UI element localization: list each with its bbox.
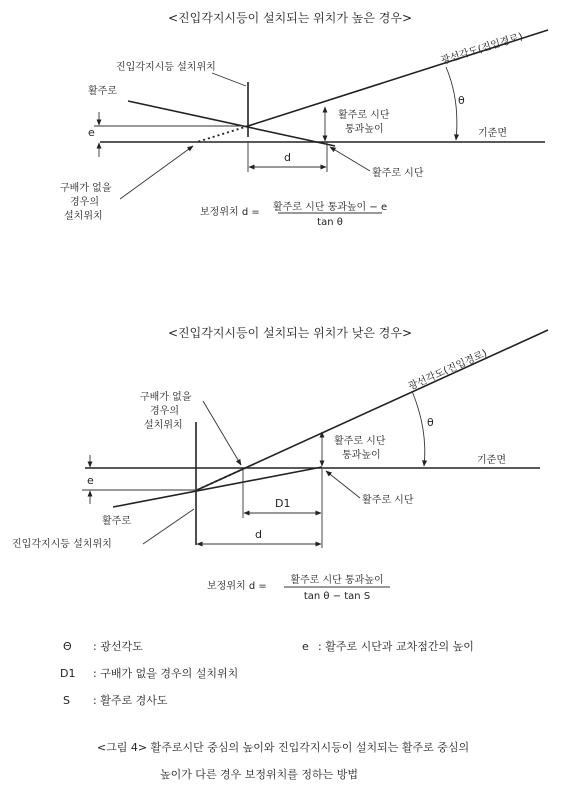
bottom-e-symbol: e [87,474,94,487]
bottom-runway-label: 활주로 [102,516,131,527]
top-theta-symbol: θ [458,94,465,107]
bottom-datum-label: 기준면 [477,455,506,466]
top-threshold-label: 활주로 시단 [372,168,424,179]
bottom-no-slope-label-2: 경우의 [150,406,179,417]
legend-theta-symbol: Θ [63,640,72,653]
legend-e-symbol: e [302,640,309,653]
bottom-threshold-leader [326,471,360,498]
top-clear-height-label-2: 통과높이 [345,124,384,135]
top-install-leader [212,73,246,86]
top-runway-label: 활주로 [88,86,117,97]
bottom-title: <진입각지시등이 설치되는 위치가 낮은 경우> [167,326,413,340]
top-no-slope-leader [120,146,193,199]
top-d-label: d [284,151,291,164]
figure-caption [97,740,469,781]
bottom-theta-arc [412,391,425,466]
top-no-slope-label-2: 경우의 [70,197,99,208]
bottom-no-slope-label-3: 설치위치 [144,420,183,431]
top-e-symbol: e [88,126,95,139]
top-diagram [60,10,548,228]
top-title: <진입각지시등이 설치되는 위치가 높은 경우> [167,11,413,25]
bottom-theta-symbol: θ [427,416,434,429]
legend [60,639,474,707]
top-formula-numerator: 활주로 시단 통과높이 − e [272,202,388,213]
bottom-runway-line [113,467,322,507]
legend-s-symbol: S [63,694,70,707]
legend-theta-desc: : 광선각도 [93,640,143,653]
top-no-slope-label-1: 구배가 없을 [60,183,112,194]
bottom-light-line [197,330,548,490]
bottom-install-leader [143,509,194,544]
bottom-clear-height-label-1: 활주로 시단 [334,436,386,447]
legend-d1-symbol: D1 [60,667,76,680]
top-formula-prefix: 보정위치 d = [200,207,260,218]
bottom-formula-numerator: 활주로 시단 통과높이 [290,575,384,586]
top-clear-height-label-1: 활주로 시단 [338,110,390,121]
bottom-no-slope-leader [203,401,241,465]
top-theta-arc [446,67,457,140]
bottom-formula-prefix: 보정위치 d = [207,581,267,592]
top-formula-denominator: tan θ [317,217,343,228]
legend-d1-desc: : 구배가 없을 경우의 설치위치 [93,667,239,680]
bottom-diagram [12,325,548,602]
top-datum-label: 기준면 [478,128,507,139]
bottom-d-label: d [255,528,262,541]
top-threshold-leader [330,147,370,171]
bottom-install-pos-label: 진입각지시등 설치위치 [12,539,112,550]
bottom-no-slope-label-1: 구배가 없을 [140,392,192,403]
bottom-formula-denominator: tan θ − tan S [303,591,371,602]
bottom-d1-label: D1 [275,497,291,510]
bottom-light-angle-label: 광선각도(진입경로) [406,348,489,393]
legend-e-desc: : 활주로 시단과 교차점간의 높이 [318,640,474,653]
bottom-threshold-label: 활주로 시단 [362,495,414,506]
caption-line-1: <그림 4> 활주로시단 중심의 높이와 진입각지시등이 설치되는 활주로 중심의 [96,741,470,754]
top-no-slope-label-3: 설치위치 [64,211,103,222]
top-dotted-extension [197,126,248,142]
top-install-pos-label: 진입각지시등 설치위치 [116,62,216,73]
legend-s-desc: : 활주로 경사도 [93,694,168,707]
caption-line-2: 높이가 다른 경우 보정위치를 정하는 방법 [159,768,359,781]
bottom-clear-height-label-2: 통과높이 [342,450,381,461]
top-light-angle-label: 광선각도(진입경로) [439,31,525,67]
